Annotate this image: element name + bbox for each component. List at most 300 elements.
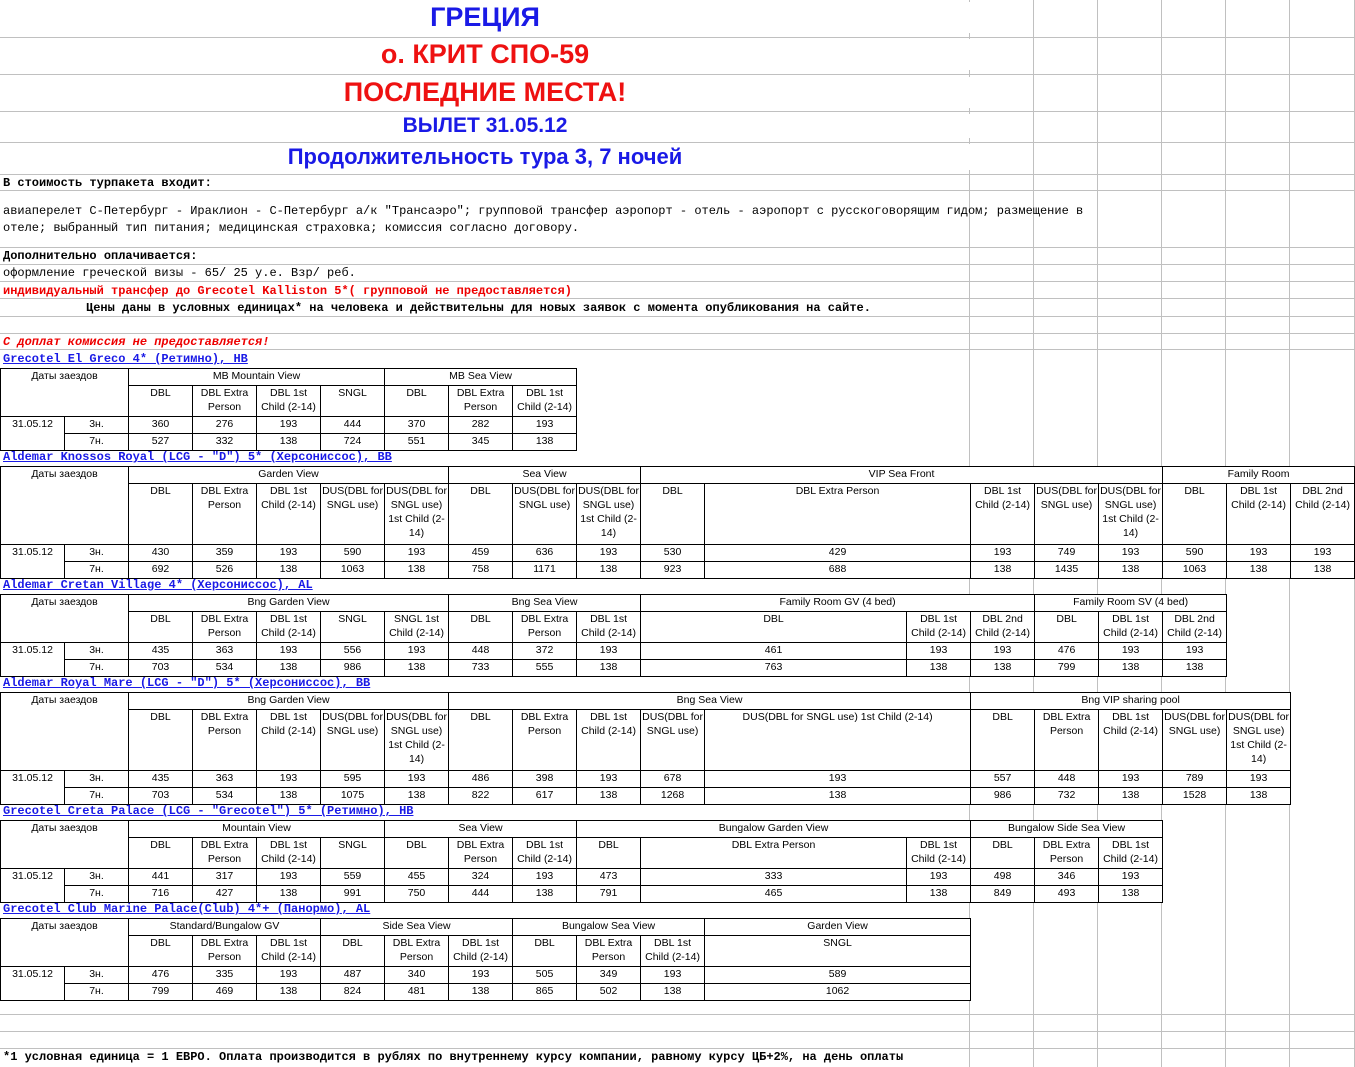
price-cell: 617 (513, 788, 577, 805)
table-row (1, 886, 1163, 903)
room-type-header: DBL (1035, 612, 1099, 643)
room-type-header: SNGL 1st Child (2-14) (385, 612, 449, 643)
room-type-header: DBL (449, 612, 513, 643)
price-cell: 534 (193, 660, 257, 677)
room-group-header: MB Mountain View (129, 369, 385, 386)
price-cell: 349 (577, 967, 641, 984)
room-type-header: DBL 1st Child (2-14) (257, 838, 321, 869)
room-type-header: DUS(DBL for SNGL use) 1st Child (2-14) (1227, 710, 1291, 771)
price-cell: 193 (971, 643, 1035, 660)
room-type-header: DBL 1st Child (2-14) (577, 612, 641, 643)
room-type-header: DBL 1st Child (2-14) (907, 838, 971, 869)
table-row (1, 771, 1291, 788)
room-type-header: DUS(DBL for SNGL use) 1st Child (2-14) (705, 710, 971, 771)
room-type-header: DBL Extra Person (1035, 710, 1099, 771)
price-cell: 345 (449, 434, 513, 451)
price-cell: 138 (1227, 562, 1291, 579)
price-cell: 138 (1099, 660, 1163, 677)
room-group-header: Bungalow Garden View (577, 821, 971, 838)
last-seats-title: ПОСЛЕДНИЕ МЕСТА! (0, 77, 970, 108)
price-table (0, 466, 1355, 579)
room-group-header: Family Room (1163, 467, 1355, 484)
price-cell: 441 (129, 869, 193, 886)
table-row (1, 869, 1163, 886)
price-cell: 716 (129, 886, 193, 903)
room-type-header: DBL 1st Child (2-14) (1227, 484, 1291, 545)
room-type-header: DBL 2nd Child (2-14) (971, 612, 1035, 643)
price-cell: 703 (129, 660, 193, 677)
price-cell: 193 (907, 643, 971, 660)
price-cell: 193 (907, 869, 971, 886)
room-group-header: Family Room GV (4 bed) (641, 595, 1035, 612)
room-group-header: Bungalow Side Sea View (971, 821, 1163, 838)
room-type-header: SNGL (705, 936, 971, 967)
price-cell: 527 (129, 434, 193, 451)
room-type-header: DBL Extra Person (577, 936, 641, 967)
nights-label: 3н. (65, 869, 129, 886)
extra-label: Дополнительно оплачивается: (3, 249, 198, 263)
price-cell: 590 (321, 545, 385, 562)
price-cell: 138 (1163, 660, 1227, 677)
dates-header: Даты заездов (1, 595, 129, 643)
room-type-header: DBL (1163, 484, 1227, 545)
room-type-header: DBL 1st Child (2-14) (907, 612, 971, 643)
room-type-header: DBL 1st Child (2-14) (513, 838, 577, 869)
price-cell: 502 (577, 984, 641, 1001)
nights-label: 7н. (65, 562, 129, 579)
price-cell: 595 (321, 771, 385, 788)
dates-header: Даты заездов (1, 467, 129, 545)
price-cell: 849 (971, 886, 1035, 903)
price-cell: 193 (257, 643, 321, 660)
price-cell: 763 (641, 660, 907, 677)
price-cell: 372 (513, 643, 577, 660)
nights-label: 7н. (65, 886, 129, 903)
room-type-header: DBL 1st Child (2-14) (449, 936, 513, 967)
price-cell: 486 (449, 771, 513, 788)
price-cell: 138 (907, 660, 971, 677)
price-cell: 324 (449, 869, 513, 886)
price-cell: 589 (705, 967, 971, 984)
room-type-header: DBL Extra Person (449, 386, 513, 417)
price-cell: 551 (385, 434, 449, 451)
hotel-title[interactable]: Aldemar Royal Mare (LCG - "D") 5* (Херсониссос), BB (3, 676, 371, 690)
price-cell: 473 (577, 869, 641, 886)
nights-label: 3н. (65, 545, 129, 562)
price-cell: 346 (1035, 869, 1099, 886)
price-cell: 360 (129, 417, 193, 434)
included-line-1: авиаперелет С-Петербург - Ираклион - С-Петербург а/к "Трансаэро"; групповой трансфер аэропорт - отель - аэропорт с русскоговорящим гидом; размещение в (3, 204, 1084, 218)
price-cell: 791 (577, 886, 641, 903)
room-type-header: DUS(DBL for SNGL use) (513, 484, 577, 545)
price-cell: 733 (449, 660, 513, 677)
room-group-header: Garden View (129, 467, 449, 484)
price-table (0, 594, 1227, 677)
price-cell: 363 (193, 643, 257, 660)
price-cell: 193 (257, 967, 321, 984)
price-cell: 138 (705, 788, 971, 805)
room-type-header: DBL 1st Child (2-14) (513, 386, 577, 417)
room-type-header: DBL 1st Child (2-14) (257, 710, 321, 771)
price-table (0, 918, 971, 1001)
price-cell: 193 (257, 417, 321, 434)
room-type-header: DUS(DBL for SNGL use) 1st Child (2-14) (577, 484, 641, 545)
price-cell: 465 (641, 886, 907, 903)
price-cell: 138 (971, 562, 1035, 579)
price-cell: 688 (705, 562, 971, 579)
arrival-date: 31.05.12 (1, 643, 65, 677)
price-cell: 1528 (1163, 788, 1227, 805)
price-cell: 692 (129, 562, 193, 579)
extra-transfer: индивидуальный трансфер до Grecotel Kalliston 5*( групповой не предоставляется) (3, 284, 572, 298)
room-type-header: DBL (129, 710, 193, 771)
price-cell: 1171 (513, 562, 577, 579)
room-type-header: DBL Extra Person (193, 484, 257, 545)
nights-label: 3н. (65, 417, 129, 434)
price-cell: 193 (1099, 771, 1163, 788)
price-cell: 750 (385, 886, 449, 903)
price-cell: 138 (577, 562, 641, 579)
price-cell: 138 (1227, 788, 1291, 805)
room-type-header: DBL 1st Child (2-14) (641, 936, 705, 967)
price-cell: 193 (971, 545, 1035, 562)
price-cell: 193 (641, 967, 705, 984)
hotel-title[interactable]: Grecotel Creta Palace (LCG - "Grecotel") 5* (Ретимно), HB (3, 804, 414, 818)
price-cell: 363 (193, 771, 257, 788)
room-type-header: DBL 1st Child (2-14) (257, 386, 321, 417)
room-type-header: DBL (577, 838, 641, 869)
arrival-date: 31.05.12 (1, 869, 65, 903)
price-cell: 193 (385, 771, 449, 788)
dates-header: Даты заездов (1, 919, 129, 967)
price-cell: 556 (321, 643, 385, 660)
price-cell: 193 (1227, 771, 1291, 788)
price-cell: 282 (449, 417, 513, 434)
room-type-header: DBL (513, 936, 577, 967)
price-cell: 193 (1163, 643, 1227, 660)
room-type-header: DBL (129, 936, 193, 967)
included-line-2: отеле; выбранный тип питания; медицинская страховка; комиссия согласно договору. (3, 221, 580, 235)
price-cell: 1063 (1163, 562, 1227, 579)
price-cell: 476 (1035, 643, 1099, 660)
price-cell: 138 (1099, 788, 1163, 805)
room-type-header: DBL (449, 710, 513, 771)
price-cell: 789 (1163, 771, 1227, 788)
price-cell: 493 (1035, 886, 1099, 903)
nights-label: 7н. (65, 660, 129, 677)
price-cell: 487 (321, 967, 385, 984)
price-cell: 193 (449, 967, 513, 984)
room-type-header: DUS(DBL for SNGL use) (1035, 484, 1099, 545)
price-cell: 444 (321, 417, 385, 434)
room-type-header: DBL Extra Person (705, 484, 971, 545)
room-group-header: Standard/Bungalow GV (129, 919, 321, 936)
room-type-header: DBL (129, 838, 193, 869)
room-type-header: DBL 1st Child (2-14) (1099, 838, 1163, 869)
price-cell: 758 (449, 562, 513, 579)
price-cell: 138 (257, 788, 321, 805)
room-type-header: DBL (449, 484, 513, 545)
nights-label: 7н. (65, 984, 129, 1001)
price-table (0, 692, 1291, 805)
room-type-header: DBL Extra Person (193, 710, 257, 771)
table-row (1, 434, 577, 451)
price-cell: 193 (257, 545, 321, 562)
price-cell: 555 (513, 660, 577, 677)
price-cell: 455 (385, 869, 449, 886)
island-title: о. КРИТ СПО-59 (0, 39, 970, 70)
price-cell: 822 (449, 788, 513, 805)
price-cell: 332 (193, 434, 257, 451)
room-group-header: Side Sea View (321, 919, 513, 936)
room-type-header: DBL 1st Child (2-14) (257, 484, 321, 545)
price-cell: 138 (971, 660, 1035, 677)
room-type-header: DBL (385, 838, 449, 869)
price-cell: 986 (971, 788, 1035, 805)
room-type-header: DBL (641, 612, 907, 643)
room-type-header: DBL 1st Child (2-14) (1099, 612, 1163, 643)
price-cell: 276 (193, 417, 257, 434)
room-type-header: SNGL (321, 386, 385, 417)
extra-visa: оформление греческой визы - 65/ 25 у.е. Взр/ реб. (3, 266, 356, 280)
price-cell: 370 (385, 417, 449, 434)
dates-header: Даты заездов (1, 369, 129, 417)
room-type-header: DBL Extra Person (193, 936, 257, 967)
included-label: В стоимость турпакета входит: (3, 176, 212, 190)
room-type-header: DBL Extra Person (193, 386, 257, 417)
room-group-header: Bng Garden View (129, 693, 449, 710)
price-cell: 435 (129, 643, 193, 660)
price-cell: 991 (321, 886, 385, 903)
nights-label: 7н. (65, 788, 129, 805)
price-cell: 534 (193, 788, 257, 805)
price-cell: 359 (193, 545, 257, 562)
price-cell: 498 (971, 869, 1035, 886)
duration-title: Продолжительность тура 3, 7 ночей (0, 144, 970, 170)
price-cell: 138 (513, 886, 577, 903)
price-cell: 193 (705, 771, 971, 788)
room-type-header: DBL (129, 612, 193, 643)
price-cell: 824 (321, 984, 385, 1001)
table-row (1, 788, 1291, 805)
price-cell: 138 (1291, 562, 1355, 579)
dates-header: Даты заездов (1, 693, 129, 771)
country-title: ГРЕЦИЯ (0, 2, 970, 33)
price-cell: 590 (1163, 545, 1227, 562)
price-cell: 448 (1035, 771, 1099, 788)
room-type-header: DBL Extra Person (513, 612, 577, 643)
price-cell: 526 (193, 562, 257, 579)
price-cell: 340 (385, 967, 449, 984)
price-cell: 138 (257, 660, 321, 677)
price-cell: 193 (385, 643, 449, 660)
price-cell: 505 (513, 967, 577, 984)
price-cell: 138 (385, 660, 449, 677)
price-cell: 448 (449, 643, 513, 660)
price-cell: 193 (513, 869, 577, 886)
room-type-header: DBL Extra Person (385, 936, 449, 967)
price-cell: 559 (321, 869, 385, 886)
price-cell: 138 (385, 562, 449, 579)
price-cell: 138 (1099, 562, 1163, 579)
table-row (1, 660, 1227, 677)
price-cell: 138 (257, 984, 321, 1001)
price-cell: 724 (321, 434, 385, 451)
price-cell: 444 (449, 886, 513, 903)
room-type-header: DBL 1st Child (2-14) (257, 612, 321, 643)
price-cell: 193 (1291, 545, 1355, 562)
room-group-header: Sea View (385, 821, 577, 838)
room-type-header: DBL Extra Person (513, 710, 577, 771)
room-type-header: DUS(DBL for SNGL use) 1st Child (2-14) (385, 484, 449, 545)
price-cell: 193 (1099, 643, 1163, 660)
room-type-header: DBL Extra Person (1035, 838, 1099, 869)
price-cell: 138 (1099, 886, 1163, 903)
price-cell: 557 (971, 771, 1035, 788)
room-group-header: MB Sea View (385, 369, 577, 386)
room-type-header: DUS(DBL for SNGL use) 1st Child (2-14) (1099, 484, 1163, 545)
price-cell: 530 (641, 545, 705, 562)
price-cell: 398 (513, 771, 577, 788)
price-cell: 138 (907, 886, 971, 903)
price-cell: 193 (577, 643, 641, 660)
price-cell: 193 (577, 545, 641, 562)
price-cell: 138 (641, 984, 705, 1001)
price-table (0, 368, 577, 451)
price-cell: 193 (1227, 545, 1291, 562)
room-type-header: DUS(DBL for SNGL use) (321, 710, 385, 771)
price-cell: 427 (193, 886, 257, 903)
price-cell: 193 (1099, 545, 1163, 562)
price-cell: 799 (1035, 660, 1099, 677)
price-cell: 749 (1035, 545, 1099, 562)
room-type-header: DUS(DBL for SNGL use) (321, 484, 385, 545)
table-row (1, 562, 1355, 579)
price-cell: 429 (705, 545, 971, 562)
room-type-header: DBL Extra Person (193, 838, 257, 869)
room-type-header: DBL (321, 936, 385, 967)
price-cell: 459 (449, 545, 513, 562)
price-cell: 138 (577, 660, 641, 677)
nights-label: 7н. (65, 434, 129, 451)
room-type-header: DBL (971, 710, 1035, 771)
price-cell: 636 (513, 545, 577, 562)
price-cell: 138 (449, 984, 513, 1001)
price-cell: 703 (129, 788, 193, 805)
table-row (1, 967, 971, 984)
price-cell: 138 (577, 788, 641, 805)
room-group-header: Sea View (449, 467, 641, 484)
price-cell: 335 (193, 967, 257, 984)
room-group-header: Bng Garden View (129, 595, 449, 612)
room-group-header: Mountain View (129, 821, 385, 838)
room-type-header: DBL 1st Child (2-14) (577, 710, 641, 771)
room-group-header: Bungalow Sea View (513, 919, 705, 936)
nights-label: 3н. (65, 967, 129, 984)
room-type-header: DBL Extra Person (641, 838, 907, 869)
price-cell: 481 (385, 984, 449, 1001)
price-cell: 430 (129, 545, 193, 562)
room-type-header: DBL 2nd Child (2-14) (1163, 612, 1227, 643)
price-cell: 193 (577, 771, 641, 788)
room-type-header: DBL (971, 838, 1035, 869)
price-cell: 678 (641, 771, 705, 788)
room-group-header: Bng Sea View (449, 693, 971, 710)
room-group-header: Bng Sea View (449, 595, 641, 612)
room-type-header: DBL Extra Person (449, 838, 513, 869)
room-type-header: DBL 1st Child (2-14) (1099, 710, 1163, 771)
room-type-header: DUS(DBL for SNGL use) 1st Child (2-14) (385, 710, 449, 771)
room-type-header: DBL (641, 484, 705, 545)
table-row (1, 984, 971, 1001)
price-cell: 193 (385, 545, 449, 562)
price-cell: 193 (257, 771, 321, 788)
arrival-date: 31.05.12 (1, 417, 65, 451)
room-group-header: Family Room SV (4 bed) (1035, 595, 1227, 612)
price-cell: 138 (385, 788, 449, 805)
price-cell: 461 (641, 643, 907, 660)
price-cell: 435 (129, 771, 193, 788)
table-row (1, 545, 1355, 562)
arrival-date: 31.05.12 (1, 545, 65, 579)
commission-note: С доплат комиссия не предоставляется! (3, 335, 270, 349)
price-cell: 799 (129, 984, 193, 1001)
hotel-title[interactable]: Grecotel Club Marine Palace(Club) 4*+ (Панормо), AL (3, 902, 371, 916)
price-table (0, 820, 1163, 903)
hotel-title[interactable]: Aldemar Cretan Village 4* (Херсониссос), AL (3, 578, 313, 592)
nights-label: 3н. (65, 643, 129, 660)
room-type-header: DBL (385, 386, 449, 417)
price-cell: 193 (1099, 869, 1163, 886)
prices-note: Цены даны в условных единицах* на человека и действительны для новых заявок с момента опубликования на сайте. (86, 301, 871, 315)
hotel-title[interactable]: Aldemar Knossos Royal (LCG - "D") 5* (Херсониссос), BB (3, 450, 392, 464)
footnote: *1 условная единица = 1 ЕВРО. Оплата производится в рублях по внутреннему курсу компании, равному курсу ЦБ+2%, на день оплаты (3, 1050, 904, 1064)
price-cell: 138 (257, 562, 321, 579)
price-cell: 317 (193, 869, 257, 886)
price-cell: 923 (641, 562, 705, 579)
price-cell: 1063 (321, 562, 385, 579)
price-cell: 333 (641, 869, 907, 886)
arrival-date: 31.05.12 (1, 771, 65, 805)
room-type-header: SNGL (321, 838, 385, 869)
price-cell: 1435 (1035, 562, 1099, 579)
nights-label: 3н. (65, 771, 129, 788)
price-cell: 193 (257, 869, 321, 886)
room-type-header: DBL (129, 386, 193, 417)
price-cell: 469 (193, 984, 257, 1001)
price-cell: 476 (129, 967, 193, 984)
price-cell: 1268 (641, 788, 705, 805)
room-type-header: DBL (129, 484, 193, 545)
price-cell: 138 (513, 434, 577, 451)
room-type-header: SNGL (321, 612, 385, 643)
room-group-header: Garden View (705, 919, 971, 936)
price-cell: 1062 (705, 984, 971, 1001)
price-cell: 1075 (321, 788, 385, 805)
price-cell: 732 (1035, 788, 1099, 805)
room-group-header: VIP Sea Front (641, 467, 1163, 484)
room-type-header: DBL 1st Child (2-14) (971, 484, 1035, 545)
arrival-date: 31.05.12 (1, 967, 65, 1001)
dates-header: Даты заездов (1, 821, 129, 869)
hotel-title[interactable]: Grecotel El Greco 4* (Ретимно), HB (3, 352, 248, 366)
departure-title: ВЫЛЕТ 31.05.12 (0, 114, 970, 138)
room-type-header: DBL 2nd Child (2-14) (1291, 484, 1355, 545)
price-cell: 138 (257, 434, 321, 451)
room-group-header: Bng VIP sharing pool (971, 693, 1291, 710)
room-type-header: DUS(DBL for SNGL use) (641, 710, 705, 771)
table-row (1, 417, 577, 434)
